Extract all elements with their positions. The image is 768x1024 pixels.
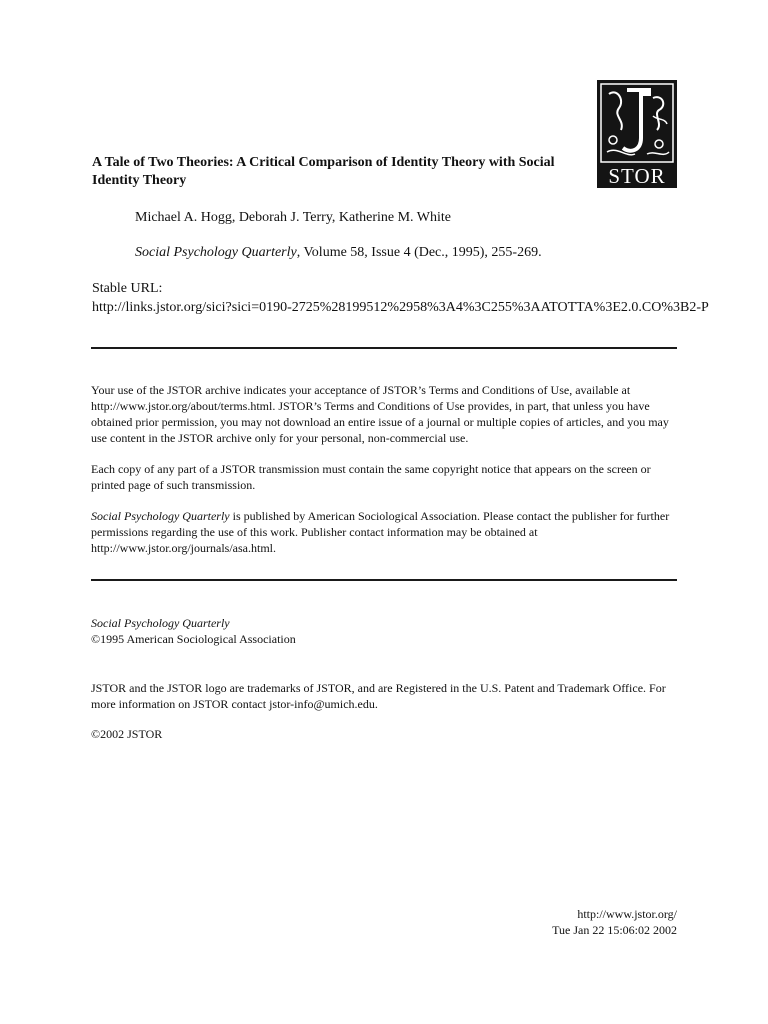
footer-url[interactable]: http://www.jstor.org/	[577, 907, 677, 921]
citation-journal: Social Psychology Quarterly	[135, 245, 297, 260]
footer-timestamp: Tue Jan 22 15:06:02 2002	[552, 923, 677, 937]
article-title: A Tale of Two Theories: A Critical Comparison of Identity Theory with Social Identity Theory	[92, 155, 555, 188]
jstor-logo-emblem	[597, 80, 677, 164]
rights-copyright: ©1995 American Sociological Association	[91, 632, 296, 646]
page-footer	[552, 906, 677, 938]
publisher-paragraph	[91, 508, 681, 556]
rights-journal: Social Psychology Quarterly	[91, 616, 230, 630]
trademark-notice: JSTOR and the JSTOR logo are trademarks of JSTOR, and are Registered in the U.S. Patent and Trademark Office. For more information on JSTOR contact jstor-info@umich.edu.	[91, 681, 666, 711]
jstor-logo	[597, 80, 677, 188]
jstor-logo-text: STOR	[608, 164, 666, 188]
publisher-journal: Social Psychology Quarterly	[91, 509, 230, 523]
terms-paragraph: Your use of the JSTOR archive indicates your acceptance of JSTOR’s Terms and Conditions of Use, available at http://www.jstor.org/about/terms.html. JSTOR’s Terms and Conditions of Use provides, in part, that unless you have obtained prior permission, you may not download an entire issue of a journal or multiple copies of articles, and you may use content in the JSTOR archive only for your personal, non-commercial use.	[91, 383, 669, 445]
article-citation	[135, 244, 542, 262]
citation-details: , Volume 58, Issue 4 (Dec., 1995), 255-269.	[296, 245, 542, 260]
stable-url-link[interactable]: http://links.jstor.org/sici?sici=0190-2725%28199512%2958%3A4%3C255%3AATOTTA%3E2.0.CO%3B2-P	[92, 300, 709, 315]
divider-bottom	[91, 579, 677, 581]
divider-top	[91, 347, 677, 349]
publisher-text: is published by American Sociological Association. Please contact the publisher for further permissions regarding the use of this work. Publisher contact information may be obtained at http://www.jstor.org/journals/asa.html.	[91, 509, 670, 555]
article-authors: Michael A. Hogg, Deborah J. Terry, Katherine M. White	[135, 210, 452, 225]
copy-notice-paragraph: Each copy of any part of a JSTOR transmission must contain the same copyright notice that appears on the screen or printed page of such transmission.	[91, 462, 651, 492]
jstor-copyright: ©2002 JSTOR	[91, 727, 163, 741]
stable-url-label: Stable URL:	[92, 281, 163, 296]
